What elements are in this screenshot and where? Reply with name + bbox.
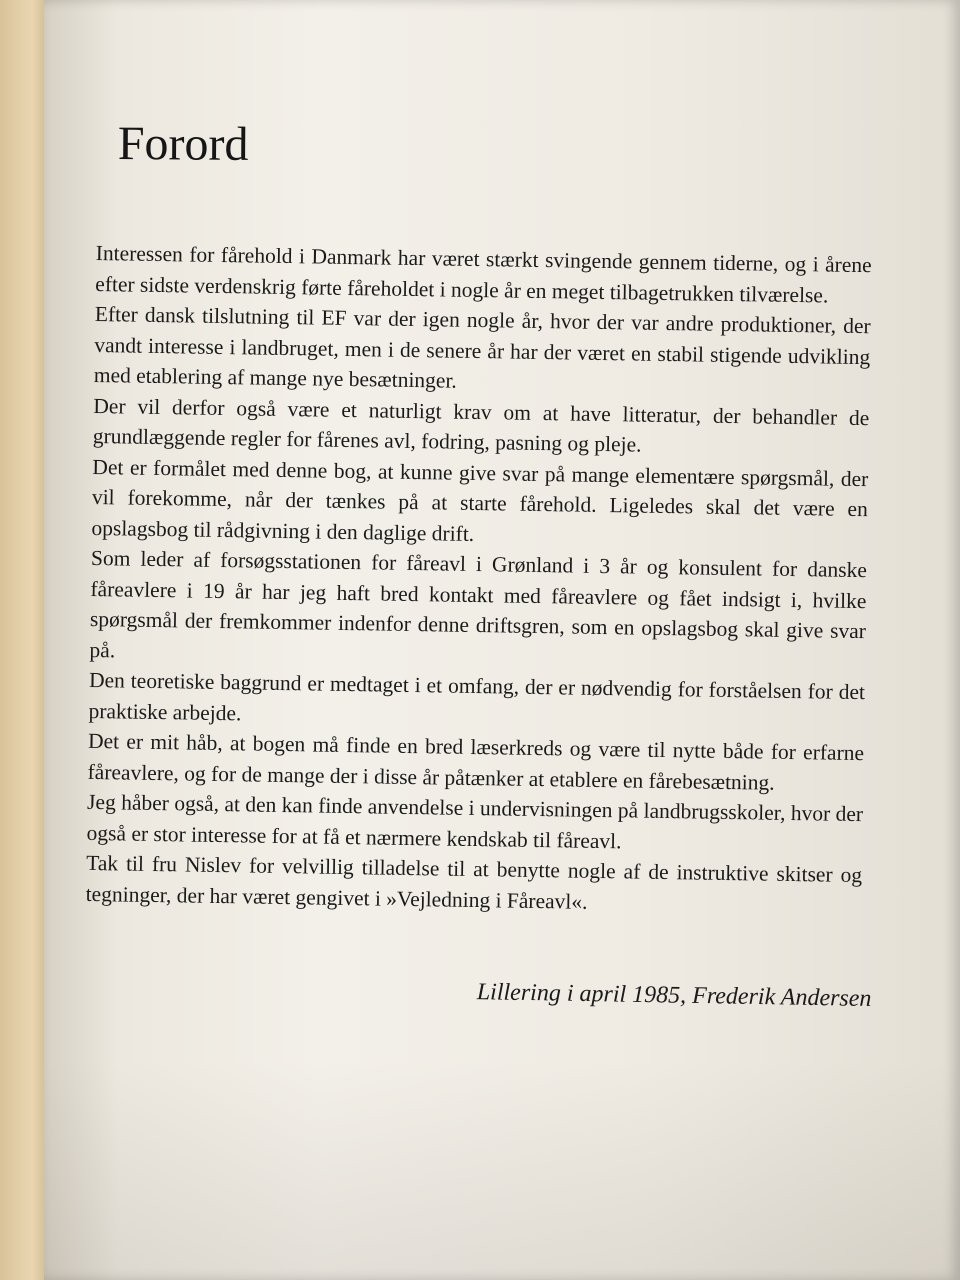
- paragraph-8: Jeg håber også, at den kan finde anvendelse i undervisningen på landbrugsskoler, hvor der også er stor interesse for at få et nærmere kendskab til fåreavl.: [86, 789, 864, 853]
- paragraph-9: Tak til fru Nislev for velvillig tilladelse til at benytte nogle af de instruktive skitser og tegninger, der har været gengivet i »Vejledning i Fåreavl«.: [85, 850, 863, 914]
- paragraph-7: Det er mit håb, at bogen må finde en bred læserkreds og være til nytte både for erfarne fåreavlere, og for de mange der i disse år påtænker at etablere en fårebesætning.: [87, 728, 865, 795]
- paragraph-5: Som leder af forsøgsstationen for fåreavl i Grønland i 3 år og konsulent for danske fåreavlere i 19 år har jeg haft bred kontakt med fåreavlere og fået indsigt i, hvilke spørgsmål der fremkommer indenfor denne driftsgren, som en opslagsbog skal give svar på.: [89, 545, 868, 662]
- paragraph-2: Efter dansk tilslutning til EF var der igen nogle år, hvor der var andre produktioner, der vandt interesse i landbruget, men i de senere år har der været en stabil stigende udvikling med etablering af mange nye besætninger.: [93, 301, 871, 393]
- paragraph-4: Det er formålet med denne bog, at kunne give svar på mange elementære spørgsmål, der vil forekomme, når der tænkes på at starte fårehold. Ligeledes skal det være en opslagsbog til rådgivning i den daglige drift.: [91, 454, 869, 546]
- paragraph-6: Den teoretiske baggrund er medtaget i et omfang, der er nødvendig for forståelsen for det praktiske arbejde.: [88, 667, 866, 725]
- page-title: Forord: [117, 116, 249, 171]
- signature-line: Lillering i april 1985, Frederik Andersen: [476, 979, 872, 1012]
- preface-body: [85, 238, 871, 921]
- paragraph-3: Der vil derfor også være et naturligt krav om at have litteratur, der behandler de grundlæggende regler for fårenes avl, fodring, pasning og pleje.: [92, 393, 870, 457]
- paragraph-1: Interessen for fårehold i Danmark har været stærkt svingende gennem tiderne, og i årene efter sidste verdenskrig førte fåreholdet i nogle år en meget tilbagetrukken tilværelse.: [95, 240, 872, 308]
